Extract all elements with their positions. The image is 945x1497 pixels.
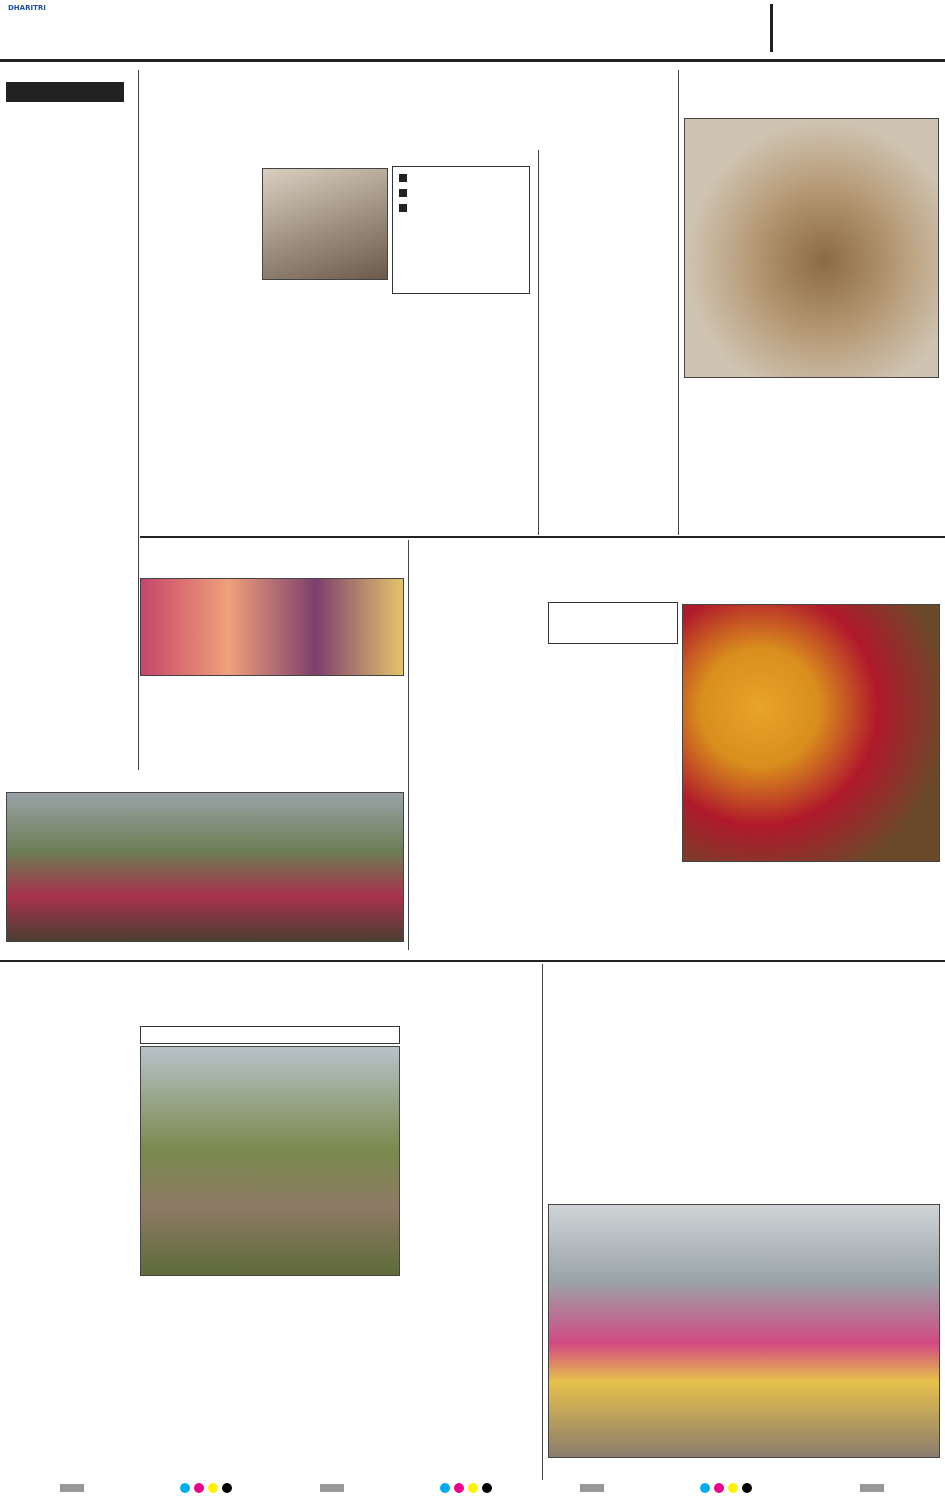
litchi-body-col1 [414, 616, 544, 956]
paradip-byline [6, 1026, 134, 1038]
dateline [8, 40, 428, 58]
section-title [770, 4, 945, 52]
litchi-body-col4 [812, 878, 940, 956]
brief-sub-body [6, 614, 134, 764]
registration-bar [860, 1484, 884, 1492]
column-rule [408, 540, 409, 950]
section-rule [140, 536, 945, 538]
column-rule [538, 150, 539, 535]
bullet-square-icon [399, 174, 407, 182]
black-dot-icon [482, 1483, 492, 1493]
lead-bullet [399, 201, 523, 212]
paradip-body-col3 [272, 1280, 400, 1480]
lead-body-col2 [270, 296, 394, 530]
brief-headline [6, 106, 134, 150]
lead-bullets [392, 166, 530, 294]
cyan-dot-icon [700, 1483, 710, 1493]
celebration-photo [6, 792, 404, 942]
well-headline [684, 74, 939, 114]
abandoned-building-photo [140, 1046, 400, 1276]
section-rule [0, 960, 945, 962]
column-rule [678, 70, 679, 535]
litchi-kicker [548, 602, 678, 644]
lead-portrait-photo [262, 168, 388, 280]
paradip-headline [6, 964, 536, 1022]
lead-bullet [399, 186, 523, 197]
lead-bullet [399, 171, 523, 182]
fruit-stall-photo [682, 604, 940, 862]
magenta-dot-icon [714, 1483, 724, 1493]
milan-body-col2 [276, 680, 404, 786]
raja-body-col2 [746, 1014, 940, 1200]
registration-bar [580, 1484, 604, 1492]
lead-body-col3 [398, 296, 532, 530]
litchi-byline [414, 600, 544, 612]
fruit-photo-caption [682, 864, 940, 876]
well-body-col2 [814, 382, 939, 532]
raja-byline [548, 1014, 744, 1026]
cyan-dot-icon [440, 1483, 450, 1493]
raja-photo-caption [548, 1460, 940, 1472]
paradip-body-col1 [6, 1040, 134, 1480]
registration-bar [320, 1484, 344, 1492]
well-body-col1 [684, 382, 809, 532]
paradip-kicker [140, 1026, 400, 1044]
column-rule [542, 964, 543, 1480]
magenta-dot-icon [194, 1483, 204, 1493]
pangolin-photo [684, 118, 939, 378]
yellow-dot-icon [728, 1483, 738, 1493]
litchi-body-col2 [548, 648, 678, 956]
litchi-body-col3 [682, 878, 808, 956]
raja-group-photo [548, 1204, 940, 1458]
cyan-dot-icon [180, 1483, 190, 1493]
yellow-dot-icon [468, 1483, 478, 1493]
well-byline [684, 382, 809, 394]
yellow-dot-icon [208, 1483, 218, 1493]
logo-subtitle: DHARITRI [8, 4, 46, 12]
brief-body [6, 154, 134, 586]
celebration-photo-caption [6, 944, 404, 956]
lead-body-col1 [144, 296, 264, 530]
milan-group-photo [140, 578, 404, 676]
lead-body-col4 [544, 150, 674, 535]
newspaper-logo [8, 4, 128, 38]
raja-body-col1 [548, 1028, 742, 1200]
lead-headline [144, 76, 664, 146]
black-dot-icon [742, 1483, 752, 1493]
lead-photo-caption [262, 282, 388, 292]
print-registration-marks [0, 1480, 945, 1497]
brief-sub-headline [6, 594, 134, 612]
raja-headline [548, 970, 940, 1010]
registration-bar [60, 1484, 84, 1492]
column-rule [138, 70, 139, 770]
brief-tag [6, 82, 124, 102]
masthead [0, 0, 945, 62]
milan-byline [144, 680, 272, 692]
bullet-square-icon [399, 189, 407, 197]
bullet-square-icon [399, 204, 407, 212]
milan-body-col1 [144, 694, 272, 786]
milan-headline [144, 540, 404, 576]
magenta-dot-icon [454, 1483, 464, 1493]
litchi-headline [414, 542, 940, 592]
paradip-body-col4 [404, 1026, 538, 1480]
black-dot-icon [222, 1483, 232, 1493]
paradip-body-col2 [140, 1280, 268, 1480]
